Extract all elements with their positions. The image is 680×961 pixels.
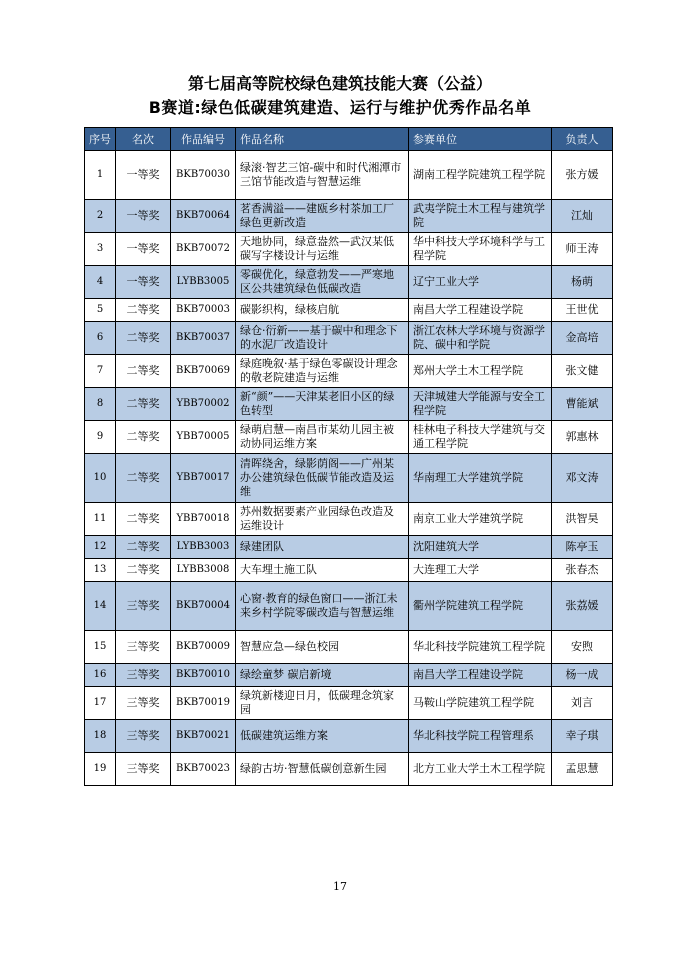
row-num: 19 [85,753,116,786]
table-row [85,753,613,786]
row-unit: 浙江农林大学环境与资源学院、碳中和学院 [409,322,552,355]
row-num: 4 [85,266,116,299]
row-name: 零碳优化，绿意勃发——严寒地区公共建筑绿色低碳改造 [236,266,409,299]
row-rank: 三等奖 [116,664,171,687]
table-row [85,322,613,355]
row-name: 新“颜”——天津某老旧小区的绿色转型 [236,388,409,421]
document-subtitle: B赛道:绿色低碳建筑建造、运行与维护优秀作品名单 [148,98,532,117]
row-name: 心窗·教育的绿色窗口——浙江未来乡村学院零碳改造与智慧运维 [236,582,409,631]
row-code: BKB70003 [171,299,236,322]
row-code: LYBB3008 [171,559,236,582]
row-unit: 辽宁工业大学 [409,266,552,299]
row-unit: 华北科技学院工程管理系 [409,720,552,753]
row-num: 7 [85,355,116,388]
row-name: 低碳建筑运维方案 [236,720,409,753]
row-code: BKB70009 [171,631,236,664]
row-num: 14 [85,582,116,631]
table-row [85,266,613,299]
row-name: 苏州数据要素产业园绿色改造及运维设计 [236,503,409,536]
row-code: BKB70023 [171,753,236,786]
table-row [85,233,613,266]
row-num: 13 [85,559,116,582]
table-row [85,631,613,664]
row-num: 18 [85,720,116,753]
row-rank: 三等奖 [116,753,171,786]
row-code: BKB70037 [171,322,236,355]
row-rank: 二等奖 [116,355,171,388]
header-rank: 名次 [116,128,171,151]
row-unit: 北方工业大学土木工程学院 [409,753,552,786]
row-code: LYBB3005 [171,266,236,299]
table-row [85,151,613,200]
row-rank: 二等奖 [116,299,171,322]
row-rank: 一等奖 [116,200,171,233]
row-unit: 衢州学院建筑工程学院 [409,582,552,631]
row-unit: 武夷学院土木工程与建筑学院 [409,200,552,233]
row-unit: 湖南工程学院建筑工程学院 [409,151,552,200]
row-lead: 金高培 [552,322,613,355]
row-code: BKB70030 [171,151,236,200]
table-row [85,559,613,582]
row-name: 绿建团队 [236,536,409,559]
table-row [85,664,613,687]
row-name: 碳影织构，绿核启航 [236,299,409,322]
row-rank: 三等奖 [116,631,171,664]
row-rank: 一等奖 [116,151,171,200]
row-name: 绿萌启慧—南昌市某幼儿园主被动协同运维方案 [236,421,409,454]
row-code: BKB70019 [171,687,236,720]
table-row [85,536,613,559]
row-name: 天地协同，绿意盎然—武汉某低碳写字楼设计与运维 [236,233,409,266]
row-num: 12 [85,536,116,559]
row-lead: 张文健 [552,355,613,388]
row-code: BKB70072 [171,233,236,266]
row-code: LYBB3003 [171,536,236,559]
table-row [85,687,613,720]
row-lead: 曹能斌 [552,388,613,421]
header-code: 作品编号 [171,128,236,151]
table-row [85,355,613,388]
page-number: 17 [333,880,347,893]
row-unit: 沈阳建筑大学 [409,536,552,559]
row-lead: 安煦 [552,631,613,664]
row-lead: 王世优 [552,299,613,322]
row-unit: 马鞍山学院建筑工程学院 [409,687,552,720]
row-lead: 张方媛 [552,151,613,200]
row-rank: 二等奖 [116,421,171,454]
row-rank: 三等奖 [116,720,171,753]
row-unit: 南昌大学工程建设学院 [409,299,552,322]
row-name: 绿仓·衍新——基于碳中和理念下的水泥厂改造设计 [236,322,409,355]
row-lead: 刘言 [552,687,613,720]
table-row [85,582,613,631]
award-table [84,127,613,786]
row-unit: 南京工业大学建筑学院 [409,503,552,536]
row-lead: 幸子琪 [552,720,613,753]
row-code: BKB70069 [171,355,236,388]
row-unit: 桂林电子科技大学建筑与交通工程学院 [409,421,552,454]
row-name: 绿滚·智艺三馆-碳中和时代湘潭市三馆节能改造与智慧运维 [236,151,409,200]
row-rank: 二等奖 [116,559,171,582]
row-code: BKB70010 [171,664,236,687]
row-lead: 郭惠林 [552,421,613,454]
row-lead: 师王涛 [552,233,613,266]
table-row [85,503,613,536]
row-code: BKB70004 [171,582,236,631]
row-rank: 二等奖 [116,388,171,421]
row-unit: 天津城建大学能源与安全工程学院 [409,388,552,421]
row-lead: 张荔媛 [552,582,613,631]
row-lead: 张春杰 [552,559,613,582]
row-num: 8 [85,388,116,421]
row-lead: 邓文涛 [552,454,613,503]
row-rank: 三等奖 [116,687,171,720]
row-unit: 郑州大学土木工程学院 [409,355,552,388]
row-code: BKB70064 [171,200,236,233]
document-title: 第七届高等院校绿色建筑技能大赛（公益） [187,74,492,93]
row-rank: 一等奖 [116,233,171,266]
row-num: 15 [85,631,116,664]
table-header-row [85,128,613,151]
table-row [85,454,613,503]
row-code: YBB70002 [171,388,236,421]
row-num: 11 [85,503,116,536]
row-unit: 华南理工大学建筑学院 [409,454,552,503]
row-rank: 三等奖 [116,582,171,631]
row-num: 6 [85,322,116,355]
row-unit: 大连理工大学 [409,559,552,582]
row-code: YBB70005 [171,421,236,454]
row-rank: 二等奖 [116,454,171,503]
row-unit: 华中科技大学环境科学与工程学院 [409,233,552,266]
row-code: YBB70018 [171,503,236,536]
row-rank: 二等奖 [116,322,171,355]
row-lead: 孟思慧 [552,753,613,786]
row-num: 5 [85,299,116,322]
row-name: 绿绘童梦 碳启新境 [236,664,409,687]
table-row [85,720,613,753]
row-name: 大车埋土施工队 [236,559,409,582]
header-num: 序号 [85,128,116,151]
row-num: 1 [85,151,116,200]
header-unit: 参赛单位 [409,128,552,151]
row-rank: 二等奖 [116,536,171,559]
row-code: YBB70017 [171,454,236,503]
row-rank: 二等奖 [116,503,171,536]
row-unit: 南昌大学工程建设学院 [409,664,552,687]
row-num: 17 [85,687,116,720]
row-num: 2 [85,200,116,233]
table-row [85,200,613,233]
row-name: 智慧应急—绿色校园 [236,631,409,664]
row-num: 10 [85,454,116,503]
row-num: 16 [85,664,116,687]
row-unit: 华北科技学院建筑工程学院 [409,631,552,664]
row-name: 绿筑新楼迎日月，低碳理念筑家园 [236,687,409,720]
row-code: BKB70021 [171,720,236,753]
table-row [85,388,613,421]
row-lead: 洪智昊 [552,503,613,536]
row-rank: 一等奖 [116,266,171,299]
row-num: 3 [85,233,116,266]
row-name: 绿韵古坊·智慧低碳创意新生园 [236,753,409,786]
row-lead: 江灿 [552,200,613,233]
table-row [85,299,613,322]
header-name: 作品名称 [236,128,409,151]
row-lead: 杨萌 [552,266,613,299]
row-lead: 陈亭玉 [552,536,613,559]
row-name: 清晖绕舍，绿影荫阁——广州某办公建筑绿色低碳节能改造及运维 [236,454,409,503]
row-lead: 杨一成 [552,664,613,687]
header-lead: 负责人 [552,128,613,151]
row-num: 9 [85,421,116,454]
row-name: 绿庭晚叙·基于绿色零碳设计理念的敬老院建造与运维 [236,355,409,388]
row-name: 茗香满溢——建瓯乡村茶加工厂绿色更新改造 [236,200,409,233]
table-row [85,421,613,454]
